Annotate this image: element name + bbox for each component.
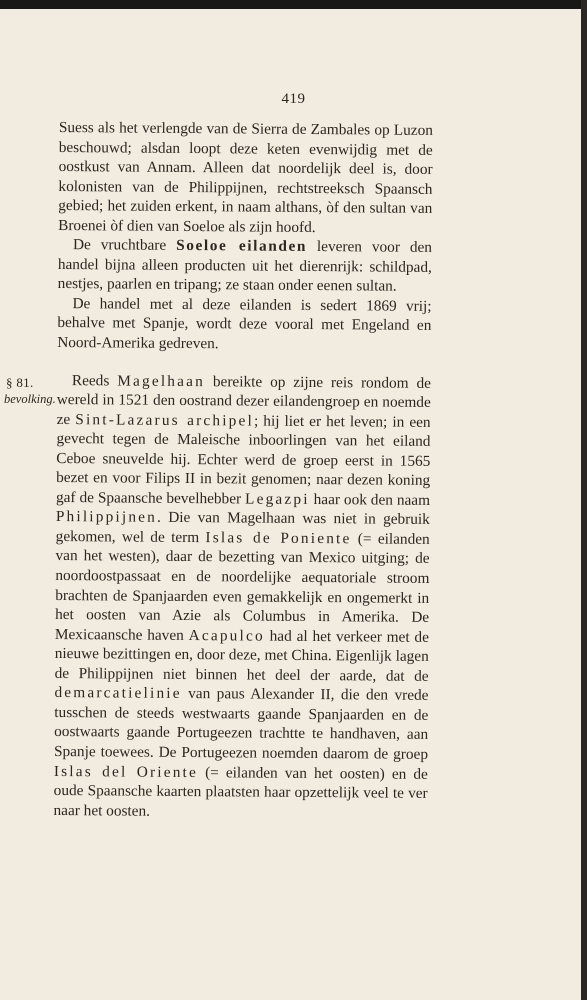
- text-run: (= eilanden van het westen), daar de bezetting van Mexico uitging; de noordoostpassaat en de noordelijke aequatoriale stroom brachten de Spanjaarden even gemakkelijk en ongemerkt in het oosten van Azie als Columbus in Amerika. De Mexicaansche haven: [54, 530, 430, 644]
- text-run: Suess als het verlengde van de Sierra de Zambales op Luzon beschouwd; alsdan loopt deze keten evenwijdig met de oostkust van Annam. Alleen dat noordelijk deel is, door kolonisten van de Philippijnen, rechtstreeksch Spaansch gebied; het zuiden erkent, in naam althans, òf den sultan van Broenei òf dien van Soeloe als zijn hoofd.: [58, 118, 433, 236]
- text-run: had al het verkeer met de nieuwe bezittingen en, door deze, met China. Eigenlijk lagen de Philippijnen niet binnen het deel der aarde, dat de: [54, 627, 429, 685]
- spaced-term: Magelhaan: [117, 372, 206, 390]
- body-text: [53, 118, 433, 823]
- spaced-term: Sint-Lazarus archipel: [75, 410, 255, 430]
- scan-right-edge: [581, 0, 587, 1000]
- spaced-term: Acapulco: [188, 626, 265, 645]
- paragraph: [53, 371, 431, 824]
- spaced-term: Philippijnen: [55, 508, 158, 527]
- text-run: Reeds: [71, 371, 118, 390]
- text-run: haar ook den naam: [309, 490, 431, 509]
- text-run: ; hij liet er het leven; in een gevecht tegen de Maleische inboorlingen van het eiland Ceboe sneuvelde hij. Echter werd de groep eerst in 1565 bezet en voor Filips II in bezit genomen; naar dezen koning gaf de Spaansche bevelhebber: [55, 412, 431, 508]
- text-run: (= eilanden van het oosten) en de oude Spaansche kaarten plaatsten haar opzettelijk veel te ver naar het oosten.: [53, 763, 428, 820]
- spaced-term: demarcatielinie: [54, 684, 182, 703]
- paragraph: [58, 118, 433, 238]
- text-run: . Die van Magelhaan was niet in gebruik gekomen, wel de term: [55, 509, 430, 547]
- text-run: De vruchtbare: [72, 236, 177, 255]
- margin-section-number: § 81.: [6, 375, 34, 390]
- paragraph: [58, 235, 432, 297]
- text-run: van paus Alexander II, die den vrede tusschen de steeds westwaarts gaande Spanjaarden en de oostwaarts gaande Portugeezen trachtte te handhaven, aan Spanje toewees. De Portugeezen noemden daarom de groep: [53, 685, 429, 763]
- spaced-term: Islas del Oriente: [53, 762, 199, 781]
- paragraph: [57, 294, 431, 356]
- text-run: leveren voor den handel bijna alleen producten uit het dierenrijk: schildpad, nestjes, paarlen en tripang; ze staan onder eenen sultan.: [57, 238, 433, 296]
- page-number: 419: [281, 91, 306, 107]
- emphasized-term: Soeloe eilanden: [176, 237, 308, 256]
- scan-top-edge: [0, 0, 587, 9]
- spaced-term: Islas de Poniente: [205, 529, 352, 548]
- margin-note: bevolking.: [4, 392, 56, 406]
- text-run: bereikte op zijne reis rondom de wereld in 1521 den oostrand dezer eilandengroep en noemde ze: [56, 372, 431, 428]
- text-run: De handel met al deze eilanden is sedert 1869 vrij; behalve met Spanje, wordt deze vooral met Engeland en Noord-Amerika gedreven.: [57, 295, 432, 353]
- spaced-term: Legazpi: [245, 490, 310, 508]
